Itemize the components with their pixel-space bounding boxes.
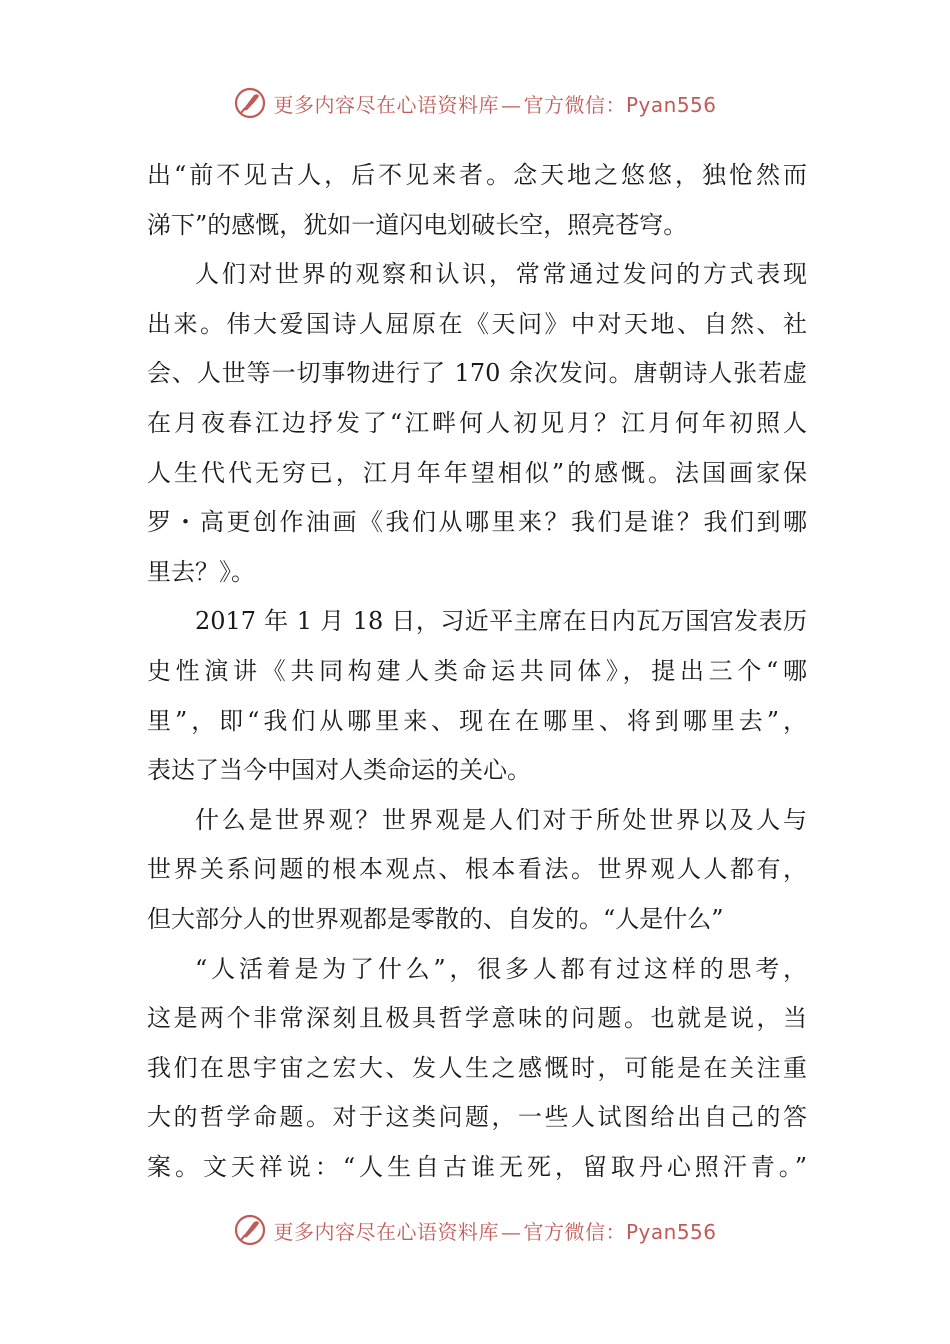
text-line: 史性演讲《共同构建人类命运共同体》，提出三个“哪 [147, 656, 807, 685]
paragraph-start-line: 人们对世界的观察和认识，常常通过发问的方式表现 [195, 260, 807, 289]
watermark-text [273, 1216, 716, 1245]
text-line: 出“前不见古人，后不见来者。念天地之悠悠，独怆然而 [147, 161, 807, 189]
watermark-text [273, 89, 716, 118]
watermark-handle: Pyan556 [625, 1219, 717, 1244]
watermark-separator: — [500, 1219, 522, 1244]
header-watermark [0, 83, 950, 123]
text-line: 出来。伟大爱国诗人屈原在《天问》中对天地、自然、社 [147, 309, 807, 338]
text-line: 涕下”的感慨，犹如一道闪电划破长空，照亮苍穹。 [147, 210, 688, 239]
paragraph-start-line: “人活着是为了什么”，很多人都有过这样的思考， [195, 954, 807, 983]
quill-pen-logo-icon [233, 86, 267, 120]
watermark-suffix: 官方微信： [523, 1219, 626, 1244]
text-line: 案。文天祥说：“人生自古谁无死，留取丹心照汗青。” [147, 1152, 807, 1181]
watermark-prefix: 更多内容尽在心语资料库 [273, 92, 499, 117]
text-line: 罗・高更创作油画《我们从哪里来？我们是谁？我们到哪 [147, 508, 807, 537]
text-line: 大的哲学命题。对于这类问题，一些人试图给出自己的答 [147, 1103, 807, 1132]
text-line: 在月夜春江边抒发了“江畔何人初见月？江月何年初照人 [147, 408, 807, 437]
paragraph-start-line: 什么是世界观？世界观是人们对于所处世界以及人与 [195, 805, 807, 834]
text-line: 会、人世等一切事物进行了 170 余次发问。唐朝诗人张若虚 [147, 359, 807, 388]
paragraph-start-line: 2017 年 1 月 18 日，习近平主席在日内瓦万国宫发表历 [195, 607, 807, 636]
watermark-suffix: 官方微信： [523, 92, 626, 117]
watermark-separator: — [500, 92, 522, 117]
text-line: 表达了当今中国对人类命运的关心。 [147, 756, 531, 785]
quill-pen-logo-icon [233, 1213, 267, 1247]
text-line: 人生代代无穷已，江月年年望相似”的感慨。法国画家保 [147, 458, 807, 487]
text-line: 我们在思宇宙之宏大、发人生之感慨时，可能是在关注重 [147, 1053, 807, 1082]
text-line: 里”，即“我们从哪里来、现在在哪里、将到哪里去”， [147, 706, 807, 735]
text-line: 里去？》。 [147, 557, 255, 586]
document-body [147, 151, 807, 1192]
footer-watermark [0, 1210, 950, 1250]
text-line: 但大部分人的世界观都是零散的、自发的。“人是什么” [147, 904, 724, 933]
watermark-prefix: 更多内容尽在心语资料库 [273, 1219, 499, 1244]
watermark-handle: Pyan556 [625, 92, 717, 117]
text-line: 这是两个非常深刻且极具哲学意味的问题。也就是说，当 [147, 1004, 807, 1033]
text-line: 世界关系问题的根本观点、根本看法。世界观人人都有， [147, 855, 807, 884]
